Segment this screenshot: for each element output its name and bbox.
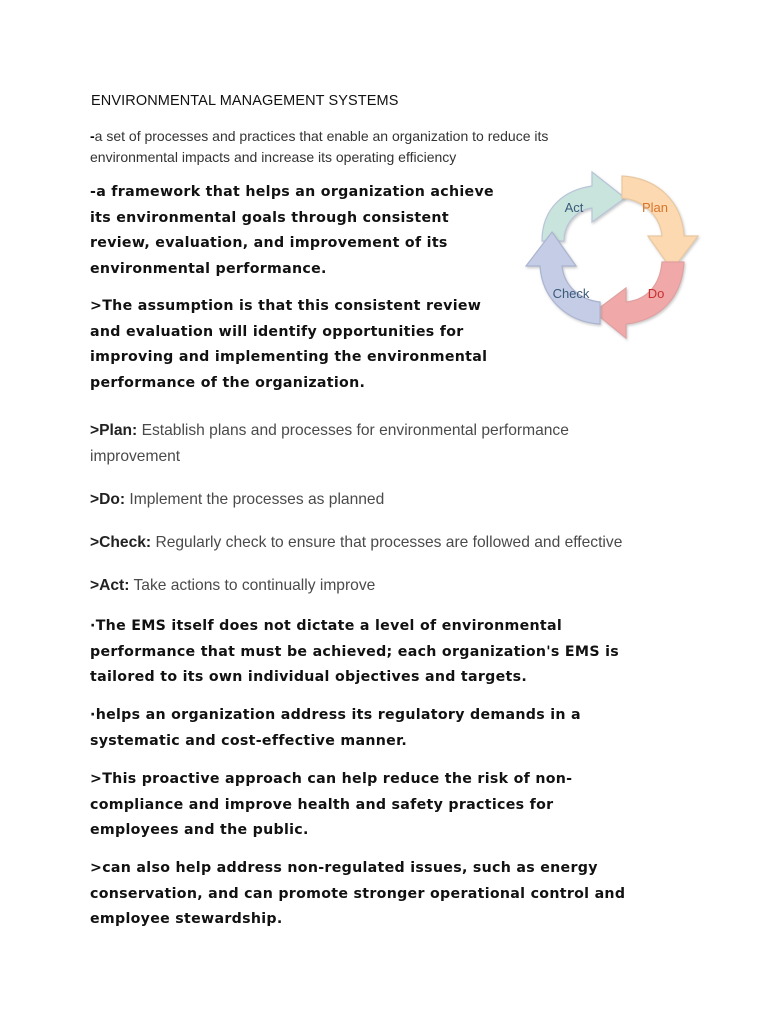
act-arrow [542,172,625,241]
ems-note-paragraph [90,614,619,691]
assumption-paragraph [90,294,487,396]
framework-paragraph [90,180,494,282]
assumption-line: >The assumption is that this consistent review [90,298,482,314]
plan-term: >Plan: [90,422,138,439]
intro-bullet: - [90,128,95,144]
ems-note-line: performance that must be achieved; each organization's EMS is [90,643,619,660]
proactive-line: employees and the public. [90,822,309,838]
ems-note-line: ·The EMS itself does not dictate a level of environmental [90,618,563,634]
plan-arrow [622,176,698,270]
proactive-line: >This proactive approach can help reduce the risk of non- [90,771,573,787]
intro-line-1: a set of processes and practices that enable an organization to reduce its [94,128,549,144]
do-term: >Do: [90,491,126,508]
framework-line: review, evaluation, and improvement of its [90,235,448,251]
do-definition [90,487,384,513]
check-label: Check [552,286,590,301]
nonregulated-line: employee stewardship. [90,911,283,927]
do-arrow [594,262,684,338]
framework-line: -a framework that helps an organization achieve [90,184,494,200]
plan-text: Establish plans and processes for environmental performance [137,422,569,439]
framework-line: its environmental goals through consistent [90,209,449,226]
ems-note-line: tailored to its own individual objectives and targets. [90,669,528,685]
document-title: ENVIRONMENTAL MANAGEMENT SYSTEMS [91,93,399,109]
check-definition [90,530,622,556]
nonregulated-line: >can also help address non-regulated issues, such as energy [90,860,598,876]
act-text: Take actions to continually improve [129,577,376,594]
assumption-line: performance of the organization. [90,374,366,391]
do-label: Do [647,286,665,301]
regulatory-line: ·helps an organization address its regulatory demands in a [90,707,581,723]
do-text: Implement the processes as planned [125,491,385,508]
assumption-line: improving and implementing the environmental [90,349,488,365]
regulatory-paragraph [90,703,581,754]
act-label: Act [564,200,584,215]
nonregulated-paragraph [90,856,625,933]
check-text: Regularly check to ensure that processes are followed and effective [151,534,623,551]
pdca-cycle-diagram [520,158,705,344]
proactive-line: compliance and improve health and safety practices for [90,796,554,813]
framework-line: environmental performance. [90,260,327,277]
act-term: >Act: [90,577,130,594]
act-definition [90,573,375,599]
plan-label: Plan [641,200,669,215]
plan-definition [90,418,569,470]
check-arrow [526,232,600,324]
proactive-paragraph [90,767,572,844]
assumption-line: and evaluation will identify opportunities for [90,323,464,340]
check-term: >Check: [90,534,152,551]
nonregulated-line: conservation, and can promote stronger operational control and [90,885,626,902]
regulatory-line: systematic and cost-effective manner. [90,732,408,749]
plan-text-line-2: improvement [90,448,181,465]
intro-line-2: environmental impacts and increase its operating efficiency [90,149,457,165]
